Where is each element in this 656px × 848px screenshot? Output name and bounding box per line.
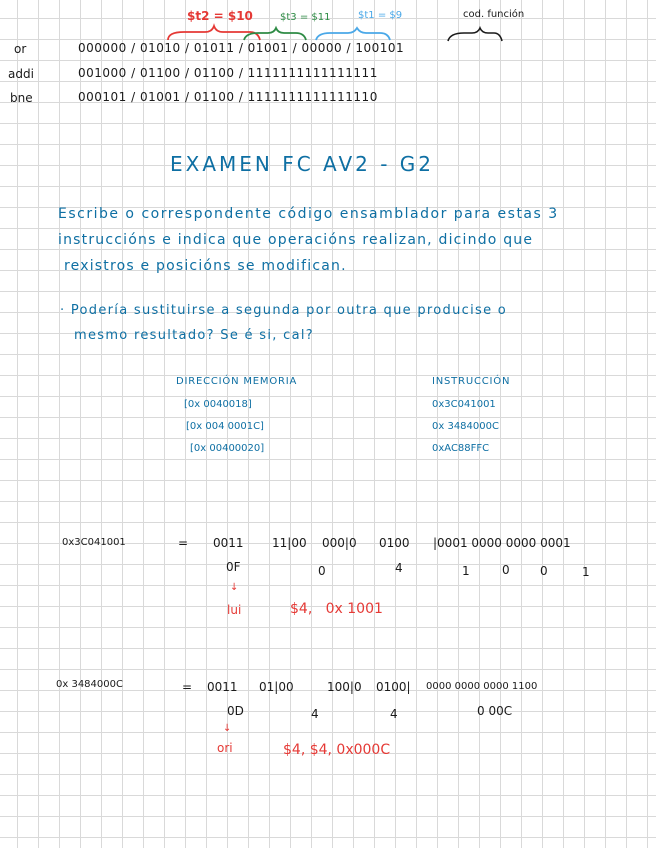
work1-field-4: 0100: [379, 536, 410, 550]
work1-op: lui: [227, 603, 242, 617]
work2-decoded-rt: 4: [390, 707, 398, 721]
work1-decoded-imm-4: 1: [582, 565, 590, 579]
prompt-line-1: Escribe o correspondente código ensamblador para estas 3: [58, 206, 559, 222]
work1-hex: 0x3C041001: [62, 537, 126, 548]
work2-field-4: 0100|: [376, 680, 411, 694]
table-instruction-2: 0x 3484000C: [432, 421, 499, 432]
annotation-reg-t3: $t3 = $11: [280, 12, 331, 23]
mnemonic-addi: addi: [8, 67, 34, 81]
page-title: EXAMEN FC AV2 - G2: [170, 152, 435, 176]
work2-operands: $4, $4, 0x000C: [283, 742, 391, 758]
table-header-instruction: INSTRUCCIÓN: [432, 376, 511, 387]
table-address-2: [0x 004 0001C]: [186, 421, 264, 432]
work2-equals: =: [182, 680, 193, 694]
table-instruction-3: 0xAC88FFC: [432, 443, 490, 454]
question-line-2: mesmo resultado? Se é si, cal?: [74, 328, 314, 343]
work2-decoded-op: 0D: [227, 704, 244, 718]
work1-decoded-imm-3: 0: [540, 564, 548, 578]
work1-decoded-op: 0F: [226, 560, 241, 574]
table-instruction-1: 0x3C041001: [432, 399, 496, 410]
table-header-address: DIRECCIÓN MEMORIA: [176, 376, 298, 387]
work1-field-3: 000|0: [322, 536, 357, 550]
work1-decoded-imm-2: 0: [502, 563, 510, 577]
prompt-line-2: instruccións e indica que operacións realizan, dicindo que: [58, 232, 534, 248]
work1-field-2: 11|00: [272, 536, 307, 550]
binary-or: 000000 / 01010 / 01011 / 01001 / 00000 / 100101: [78, 41, 405, 55]
work1-field-imm: |0001 0000 0000 0001: [433, 536, 571, 550]
work2-field-op: 0011: [207, 680, 238, 694]
binary-addi: 001000 / 01100 / 01100 / 1111111111111111: [78, 66, 378, 80]
binary-bne: 000101 / 01001 / 01100 / 1111111111111110: [78, 90, 378, 104]
work2-decoded-imm: 0 00C: [477, 704, 513, 718]
work1-decoded-imm-1: 1: [462, 564, 470, 578]
work2-field-imm: 0000 0000 0000 1100: [426, 681, 538, 692]
work2-field-3: 100|0: [327, 680, 362, 694]
work1-field-op: 0011: [213, 536, 244, 550]
work1-decoded-rs: 0: [318, 564, 326, 578]
work1-arrow-icon: ↓: [230, 582, 239, 593]
mnemonic-bne: bne: [10, 91, 33, 105]
work2-decoded-rs: 4: [311, 707, 319, 721]
mnemonic-or: or: [14, 42, 27, 56]
annotation-func-code: cod. función: [463, 9, 525, 20]
annotation-reg-t2: $t2 = $10: [187, 9, 253, 23]
prompt-line-3: rexistros e posicións se modifican.: [64, 258, 347, 274]
work2-op: ori: [217, 741, 233, 755]
work1-operands: $4, 0x 1001: [290, 601, 383, 617]
question-line-1: · Podería sustituirse a segunda por outra que producise o: [60, 303, 508, 318]
work1-decoded-rt: 4: [395, 561, 403, 575]
work2-arrow-icon: ↓: [223, 723, 232, 734]
table-address-1: [0x 0040018]: [184, 399, 252, 410]
work1-equals: =: [178, 536, 189, 550]
annotation-reg-t1: $t1 = $9: [358, 10, 403, 21]
work2-hex: 0x 3484000C: [56, 679, 123, 690]
table-address-3: [0x 00400020]: [190, 443, 265, 454]
work2-field-2: 01|00: [259, 680, 294, 694]
